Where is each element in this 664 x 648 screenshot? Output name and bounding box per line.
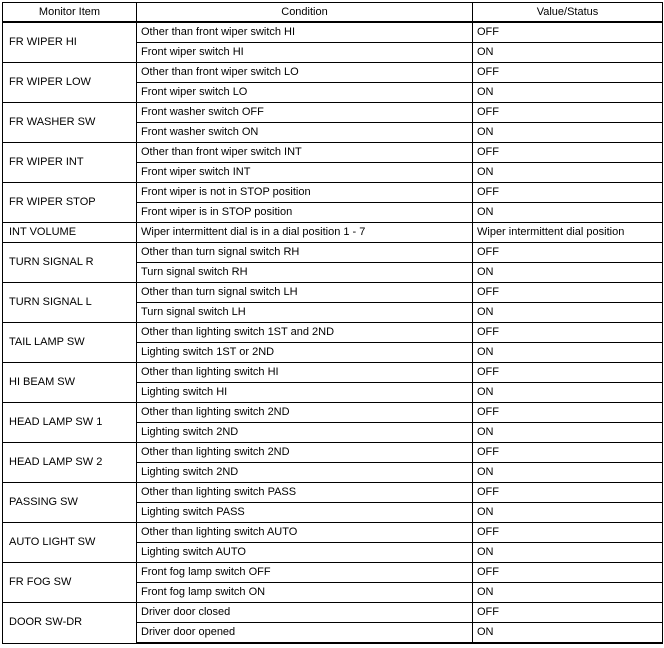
table-row <box>3 363 663 383</box>
table-row <box>3 283 663 303</box>
value-status-cell: OFF <box>473 243 663 263</box>
monitor-item-cell: HEAD LAMP SW 1 <box>3 403 137 443</box>
value-status-cell: ON <box>473 83 663 103</box>
condition-cell: Driver door opened <box>137 623 473 644</box>
value-status-cell: OFF <box>473 443 663 463</box>
table-row <box>3 103 663 123</box>
value-status-cell: OFF <box>473 283 663 303</box>
monitor-item-table <box>2 2 663 644</box>
condition-cell: Turn signal switch LH <box>137 303 473 323</box>
condition-cell: Other than lighting switch 2ND <box>137 403 473 423</box>
value-status-cell: OFF <box>473 183 663 203</box>
condition-cell: Lighting switch HI <box>137 383 473 403</box>
value-status-cell: ON <box>473 303 663 323</box>
monitor-item-cell: HEAD LAMP SW 2 <box>3 443 137 483</box>
monitor-item-cell: INT VOLUME <box>3 223 137 243</box>
condition-cell: Front washer switch OFF <box>137 103 473 123</box>
value-status-cell: ON <box>473 623 663 644</box>
value-status-cell: Wiper intermittent dial position <box>473 223 663 243</box>
value-status-cell: ON <box>473 203 663 223</box>
condition-cell: Front washer switch ON <box>137 123 473 143</box>
value-status-cell: ON <box>473 343 663 363</box>
condition-cell: Front wiper is in STOP position <box>137 203 473 223</box>
condition-cell: Other than lighting switch AUTO <box>137 523 473 543</box>
value-status-cell: ON <box>473 383 663 403</box>
monitor-item-cell: FR FOG SW <box>3 563 137 603</box>
condition-cell: Wiper intermittent dial is in a dial position 1 - 7 <box>137 223 473 243</box>
table-row <box>3 483 663 503</box>
condition-cell: Other than turn signal switch LH <box>137 283 473 303</box>
table-row <box>3 63 663 83</box>
table-row <box>3 243 663 263</box>
monitor-item-cell: TURN SIGNAL R <box>3 243 137 283</box>
condition-cell: Front fog lamp switch ON <box>137 583 473 603</box>
value-status-cell: ON <box>473 463 663 483</box>
table-row <box>3 603 663 623</box>
condition-cell: Lighting switch 2ND <box>137 463 473 483</box>
value-status-cell: OFF <box>473 603 663 623</box>
monitor-item-cell: FR WIPER LOW <box>3 63 137 103</box>
condition-cell: Lighting switch AUTO <box>137 543 473 563</box>
condition-cell: Other than front wiper switch LO <box>137 63 473 83</box>
table-row <box>3 323 663 343</box>
condition-cell: Front fog lamp switch OFF <box>137 563 473 583</box>
value-status-cell: ON <box>473 123 663 143</box>
condition-cell: Other than lighting switch 1ST and 2ND <box>137 323 473 343</box>
value-status-cell: OFF <box>473 563 663 583</box>
condition-cell: Other than lighting switch PASS <box>137 483 473 503</box>
monitor-item-cell: AUTO LIGHT SW <box>3 523 137 563</box>
monitor-item-cell: FR WIPER HI <box>3 22 137 63</box>
header-value-status: Value/Status <box>473 3 663 23</box>
condition-cell: Front wiper switch INT <box>137 163 473 183</box>
value-status-cell: OFF <box>473 403 663 423</box>
condition-cell: Lighting switch 2ND <box>137 423 473 443</box>
table-row <box>3 183 663 203</box>
header-monitor-item: Monitor Item <box>3 3 137 23</box>
header-condition: Condition <box>137 3 473 23</box>
monitor-item-cell: PASSING SW <box>3 483 137 523</box>
condition-cell: Lighting switch PASS <box>137 503 473 523</box>
condition-cell: Other than front wiper switch HI <box>137 22 473 43</box>
value-status-cell: ON <box>473 163 663 183</box>
monitor-item-cell: FR WIPER STOP <box>3 183 137 223</box>
table-row <box>3 22 663 43</box>
value-status-cell: ON <box>473 503 663 523</box>
value-status-cell: OFF <box>473 323 663 343</box>
value-status-cell: OFF <box>473 103 663 123</box>
condition-cell: Front wiper is not in STOP position <box>137 183 473 203</box>
value-status-cell: ON <box>473 263 663 283</box>
condition-cell: Other than front wiper switch INT <box>137 143 473 163</box>
condition-cell: Other than lighting switch HI <box>137 363 473 383</box>
value-status-cell: OFF <box>473 22 663 43</box>
table-row <box>3 143 663 163</box>
monitor-item-cell: HI BEAM SW <box>3 363 137 403</box>
value-status-cell: OFF <box>473 483 663 503</box>
monitor-item-cell: TURN SIGNAL L <box>3 283 137 323</box>
condition-cell: Other than lighting switch 2ND <box>137 443 473 463</box>
condition-cell: Driver door closed <box>137 603 473 623</box>
condition-cell: Front wiper switch LO <box>137 83 473 103</box>
table-row <box>3 523 663 543</box>
condition-cell: Other than turn signal switch RH <box>137 243 473 263</box>
table-row <box>3 223 663 243</box>
value-status-cell: OFF <box>473 523 663 543</box>
table-row <box>3 563 663 583</box>
value-status-cell: ON <box>473 543 663 563</box>
condition-cell: Front wiper switch HI <box>137 43 473 63</box>
value-status-cell: OFF <box>473 143 663 163</box>
monitor-item-cell: TAIL LAMP SW <box>3 323 137 363</box>
table-row <box>3 443 663 463</box>
value-status-cell: OFF <box>473 63 663 83</box>
condition-cell: Lighting switch 1ST or 2ND <box>137 343 473 363</box>
monitor-item-cell: DOOR SW-DR <box>3 603 137 644</box>
value-status-cell: ON <box>473 583 663 603</box>
value-status-cell: OFF <box>473 363 663 383</box>
table-row <box>3 403 663 423</box>
monitor-item-cell: FR WASHER SW <box>3 103 137 143</box>
value-status-cell: ON <box>473 423 663 443</box>
header-row <box>3 3 663 23</box>
condition-cell: Turn signal switch RH <box>137 263 473 283</box>
value-status-cell: ON <box>473 43 663 63</box>
table-body <box>3 22 663 643</box>
monitor-item-cell: FR WIPER INT <box>3 143 137 183</box>
